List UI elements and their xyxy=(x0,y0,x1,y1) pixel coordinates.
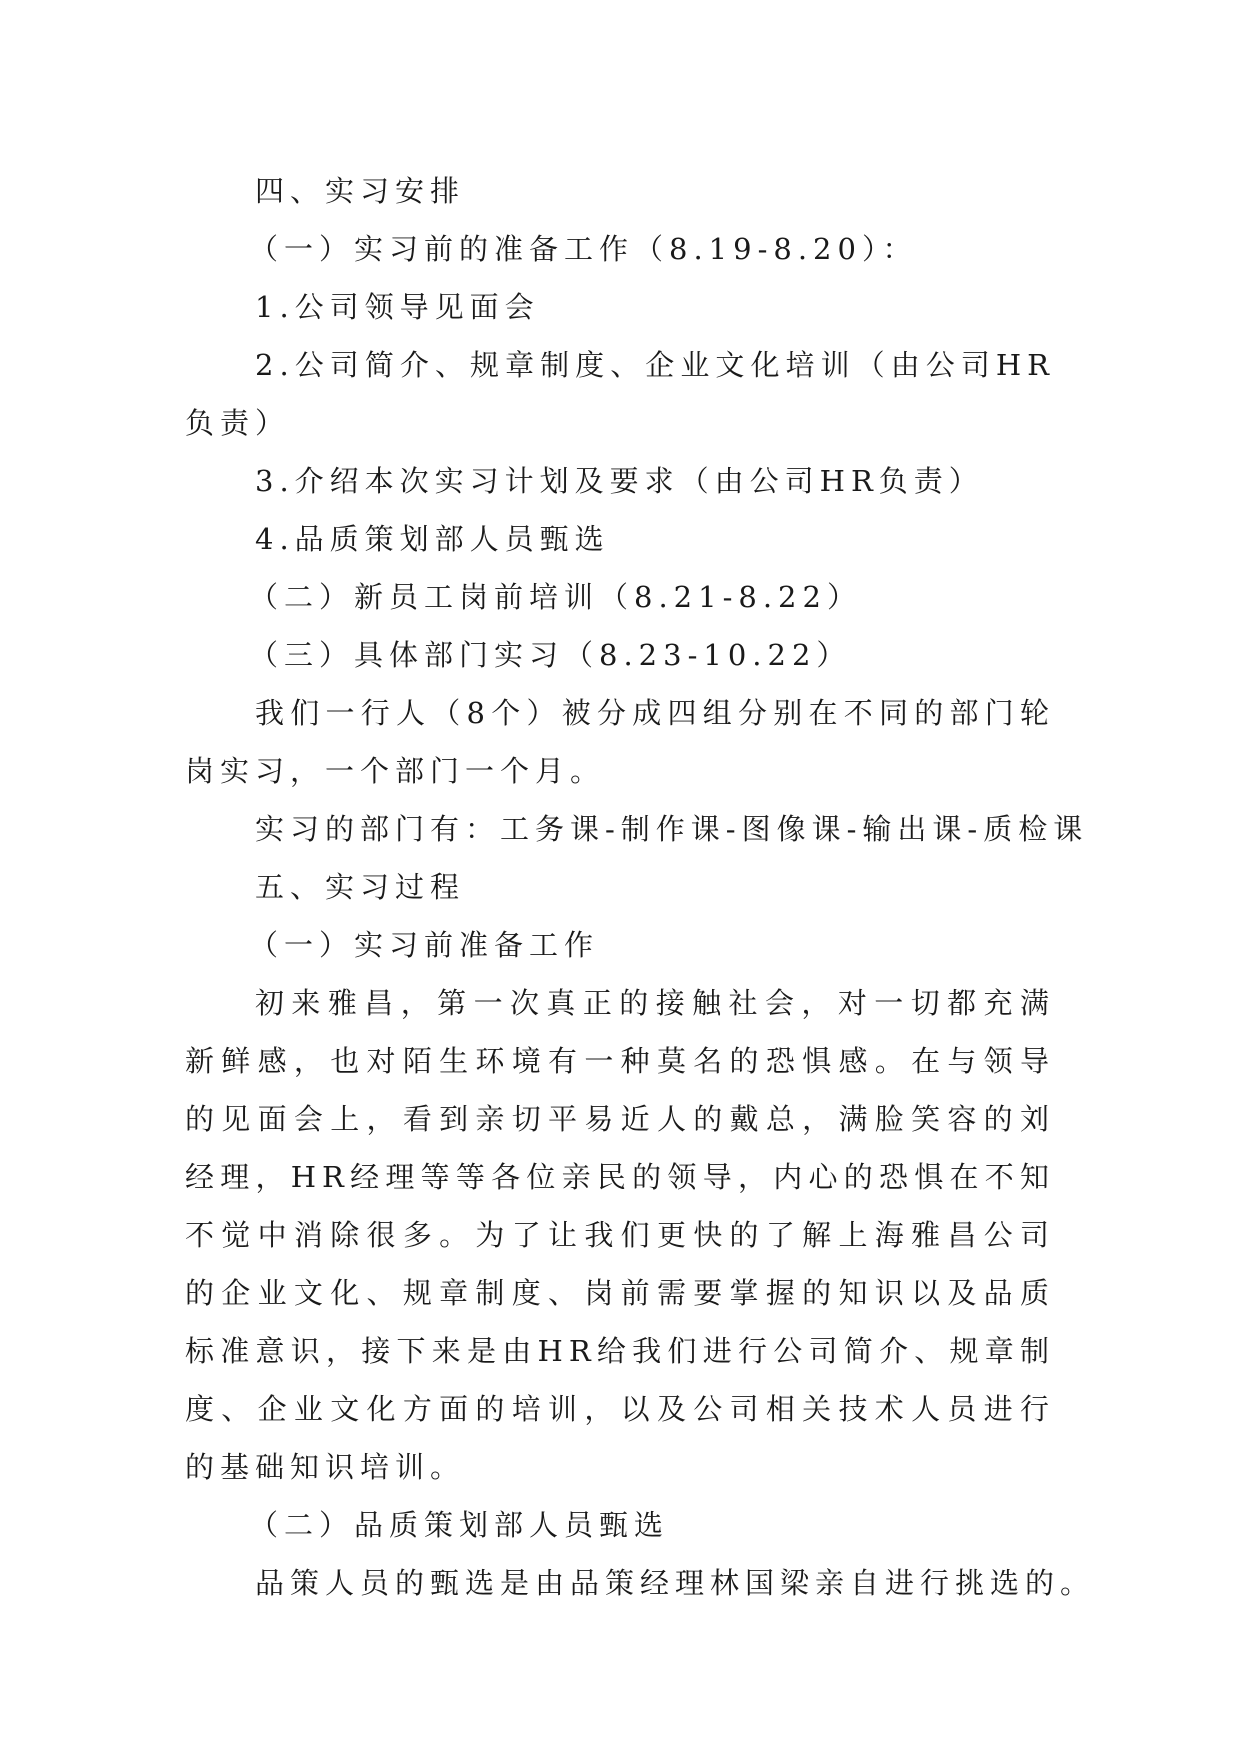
subsection-heading-1: （一）实习前的准备工作（8.19-8.20）： xyxy=(249,232,918,266)
section-heading-4: 四、实习安排 xyxy=(255,174,466,208)
list-item: 3.介绍本次实习计划及要求（由公司HR负责） xyxy=(255,464,984,498)
list-item: 4.品质策划部人员甄选 xyxy=(255,522,610,556)
list-item: 2.公司简介、规章制度、企业文化培训（由公司HR负责） xyxy=(185,348,1055,440)
body-paragraph: 品策人员的甄选是由品策经理林国梁亲自进行挑选的。 xyxy=(255,1566,1096,1600)
body-paragraph: 实习的部门有：工务课-制作课-图像课-输出课-质检课 xyxy=(255,812,1089,846)
subsection-heading-3: （三）具体部门实习（8.23-10.22） xyxy=(249,638,852,672)
subsection-heading-2: （二）品质策划部人员甄选 xyxy=(249,1508,670,1542)
body-paragraph: 我们一行人（8个）被分成四组分别在不同的部门轮岗实习，一个部门一个月。 xyxy=(185,696,1055,788)
body-paragraph: 初来雅昌，第一次真正的接触社会，对一切都充满新鲜感，也对陌生环境有一种莫名的恐惧感。在与领导的见面会上，看到亲切平易近人的戴总，满脸笑容的刘经理，HR经理等等各位亲民的领导，内心的恐惧在不知不觉中消除很多。为了让我们更快的了解上海雅昌公司的企业文化、规章制度、岗前需要掌握的知识以及品质标准意识，接下来是由HR给我们进行公司简介、规章制度、企业文化方面的培训，以及公司相关技术人员进行的基础知识培训。 xyxy=(185,986,1055,1484)
subsection-heading-2: （二）新员工岗前培训（8.21-8.22） xyxy=(249,580,862,614)
subsection-heading-1: （一）实习前准备工作 xyxy=(249,928,600,962)
list-item: 1.公司领导见面会 xyxy=(255,290,540,324)
section-heading-5: 五、实习过程 xyxy=(255,870,466,904)
document-body xyxy=(185,162,1096,1612)
